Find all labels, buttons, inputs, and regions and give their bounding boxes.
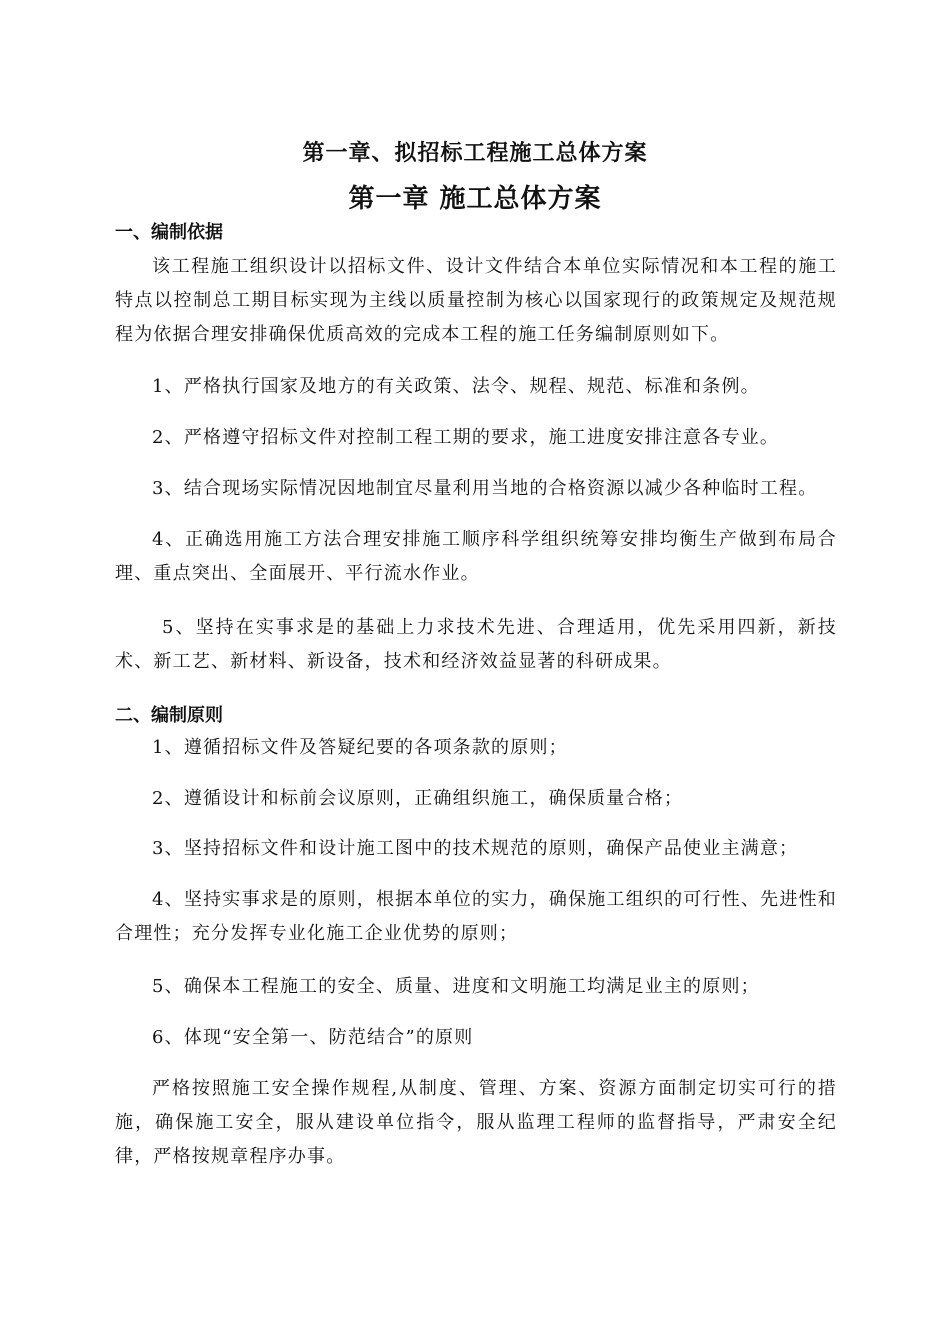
section-heading-basis: 一、编制依据 [115, 222, 223, 243]
paragraph: 该工程施工组织设计以招标文件、设计文件结合本单位实际情况和本工程的施工特点以控制总工期目标实现为主线以质量控制为核心以国家现行的政策规定及规范规程为依据合理安排确保优质高效的完成本工程的施工任务编制原则如下。 [115, 256, 837, 345]
list-item: 2、遵循设计和标前会议原则，正确组织施工，确保质量合格； [152, 788, 684, 809]
list-item: 5、坚持在实事求是的基础上力求技术先进、合理适用，优先采用四新，新技术、新工艺、新材料、新设备，技术和经济效益显著的科研成果。 [115, 617, 837, 672]
list-item: 6、体现“安全第一、防范结合”的原则 [152, 1027, 474, 1048]
list-item: 5、确保本工程施工的安全、质量、进度和文明施工均满足业主的原则； [152, 976, 760, 997]
section-heading-principles: 二、编制原则 [115, 705, 223, 726]
list-item: 3、结合现场实际情况因地制宜尽量利用当地的合格资源以减少各种临时工程。 [152, 478, 818, 499]
list-item: 3、坚持招标文件和设计施工图中的技术规范的原则，确保产品使业主满意； [152, 838, 799, 859]
list-item: 2、严格遵守招标文件对控制工程工期的要求，施工进度安排注意各专业。 [152, 427, 780, 448]
list-item: 4、正确选用施工方法合理安排施工顺序科学组织统筹安排均衡生产做到布局合理、重点突出、全面展开、平行流水作业。 [115, 529, 837, 584]
list-item: 4、坚持实事求是的原则，根据本单位的实力，确保施工组织的可行性、先进性和合理性；充分发挥专业化施工企业优势的原则； [115, 889, 837, 944]
list-item: 1、严格执行国家及地方的有关政策、法令、规程、规范、标准和条例。 [152, 376, 760, 397]
chapter-subtitle: 第一章 施工总体方案 [348, 184, 602, 214]
list-item: 1、遵循招标文件及答疑纪要的各项条款的原则； [152, 737, 568, 758]
chapter-title: 第一章、拟招标工程施工总体方案 [302, 140, 648, 166]
paragraph: 严格按照施工安全操作规程,从制度、管理、方案、资源方面制定切实可行的措施，确保施工安全，服从建设单位指令，服从监理工程师的监督指导，严肃安全纪律，严格按规章程序办事。 [115, 1078, 837, 1167]
